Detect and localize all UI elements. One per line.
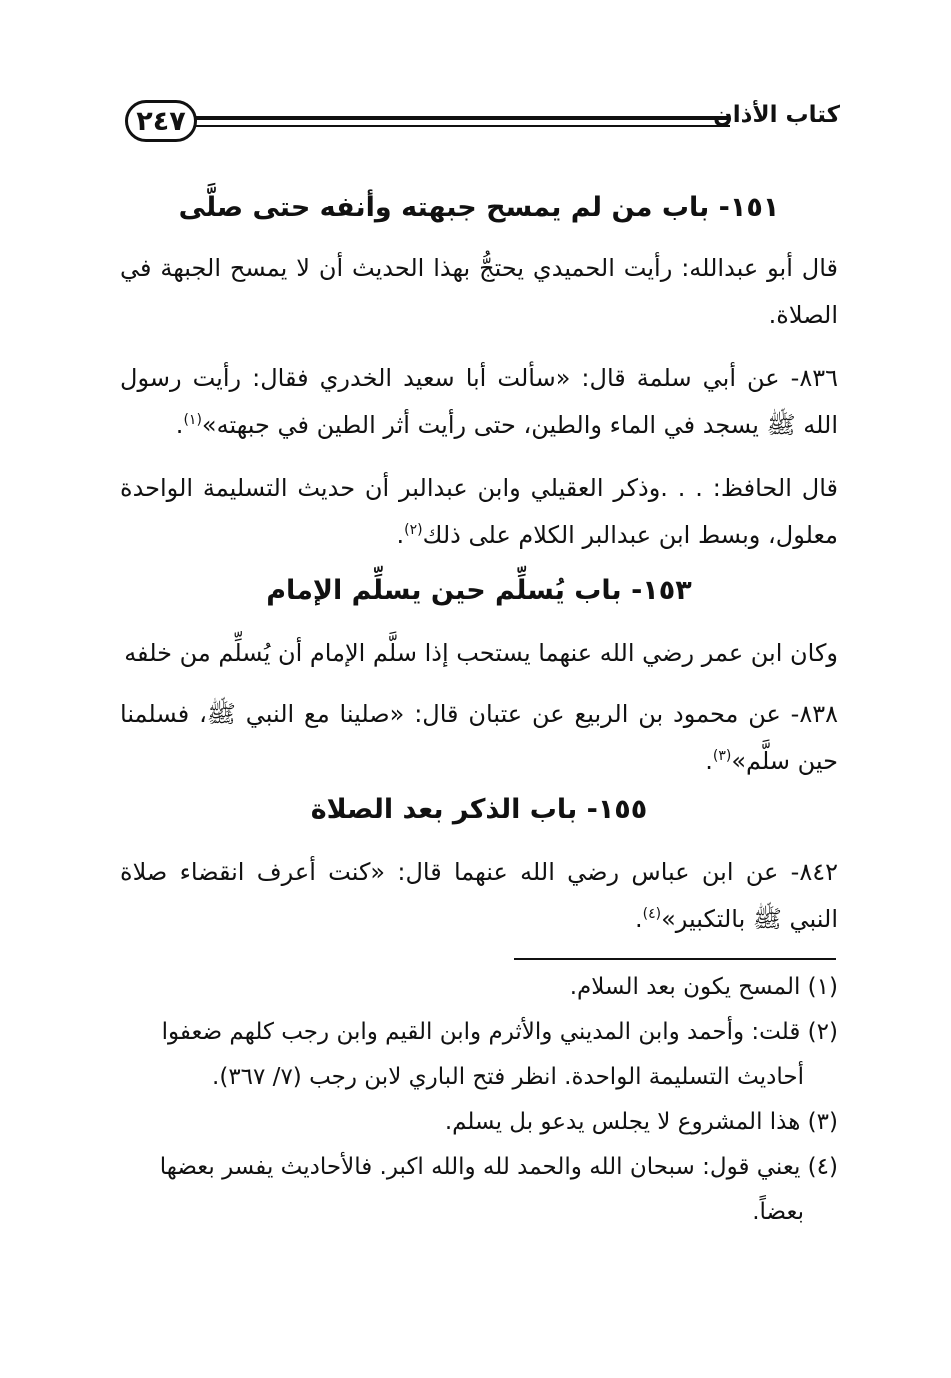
header-rule-thick <box>195 116 730 120</box>
footnote-text: أحاديث التسليمة الواحدة. انظر فتح الباري لابن رجب (٧/ ٣٦٧). <box>212 1064 804 1090</box>
footnote-2-continuation <box>120 1055 838 1100</box>
book-title: كتاب الأذان <box>713 102 840 128</box>
section-heading: ١٥٥- باب الذكر بعد الصلاة <box>310 794 648 825</box>
hadith-842: ٨٤٢- عن ابن عباس رضي الله عنهما قال: «كنت أعرف انقضاء صلاة النبي ﷺ بالتكبير»$^{(٤)}$. <box>120 858 838 933</box>
footnote-1 <box>120 965 838 1010</box>
page-header <box>125 98 840 154</box>
footnote-ref: (٤) <box>642 906 662 922</box>
paragraph: قال الحافظ: . . .وذكر العقيلي وابن عبدالبر أن حديث التسليمة الواحدة معلول، وبسط ابن عبدالبر الكلام على ذلك$^{(٢)}$. <box>120 474 838 549</box>
footnote-4-continuation <box>120 1190 838 1235</box>
page-number-badge: ٢٤٧ <box>125 100 197 142</box>
paragraph <box>120 245 838 339</box>
paragraph-text: ٨٣٦- عن أبي سلمة قال: «سألت أبا سعيد الخدري فقال: رأيت رسول الله ﷺ يسجد في الماء والطين، حتى رأيت أثر الطين في جبهته» <box>120 364 838 439</box>
paragraph <box>120 630 838 677</box>
footnote-ref: (١) <box>183 412 202 428</box>
section-153 <box>120 566 838 785</box>
section-heading: ١٥٣- باب يُسلِّم حين يسلِّم الإمام <box>266 575 692 606</box>
footnote-text: (١) المسح يكون بعد السلام. <box>569 974 838 1000</box>
paragraph-text: وكان ابن عمر رضي الله عنهما يستحب إذا سلَّم الإمام أن يُسلِّم من خلفه <box>124 639 838 667</box>
footnote-text: (٢) قلت: وأحمد وابن المديني والأثرم وابن القيم وابن رجب كلهم ضعفوا <box>161 1019 838 1045</box>
footnote-separator <box>514 958 836 960</box>
hadith-838: ٨٣٨- عن محمود بن الربيع عن عتبان قال: «صلينا مع النبي ﷺ، فسلمنا حين سلَّم»$^{(٣)}$. <box>120 700 838 775</box>
section-155 <box>120 785 838 943</box>
footnote-4 <box>120 1145 838 1190</box>
paragraph-text: قال الحافظ: . . .وذكر العقيلي وابن عبدالبر أن حديث التسليمة الواحدة معلول، وبسط ابن عبدالبر الكلام على ذلك <box>120 474 838 549</box>
paragraph-text: قال أبو عبدالله: رأيت الحميدي يحتجُّ بهذا الحديث أن لا يمسح الجبهة في الصلاة. <box>120 254 838 329</box>
section-151 <box>120 183 838 559</box>
header-rule-thin <box>195 125 730 127</box>
footnotes <box>120 965 838 1235</box>
footnote-ref: (٣) <box>712 748 732 764</box>
footnote-text: (٣) هذا المشروع لا يجلس يدعو بل يسلم. <box>444 1109 838 1135</box>
footnote-text: بعضاً. <box>752 1199 804 1225</box>
footnote-ref: (٢) <box>404 522 423 538</box>
footnote-3 <box>120 1100 838 1145</box>
paragraph-text: ٨٣٨- عن محمود بن الربيع عن عتبان قال: «صلينا مع النبي ﷺ، فسلمنا حين سلَّم» <box>120 700 838 775</box>
footnote-text: (٤) يعني قول: سبحان الله والحمد لله والله اكبر. فالأحاديث يفسر بعضها <box>159 1154 838 1180</box>
hadith-836: ٨٣٦- عن أبي سلمة قال: «سألت أبا سعيد الخدري فقال: رأيت رسول الله ﷺ يسجد في الماء والطين، حتى رأيت أثر الطين في جبهته»$^{(١)}$. <box>120 364 838 439</box>
footnote-2 <box>120 1010 838 1055</box>
paragraph-text: ٨٤٢- عن ابن عباس رضي الله عنهما قال: «كنت أعرف انقضاء صلاة النبي ﷺ بالتكبير» <box>120 858 838 933</box>
section-heading: ١٥١- باب من لم يمسح جبهته وأنفه حتى صلَّى <box>178 192 780 223</box>
